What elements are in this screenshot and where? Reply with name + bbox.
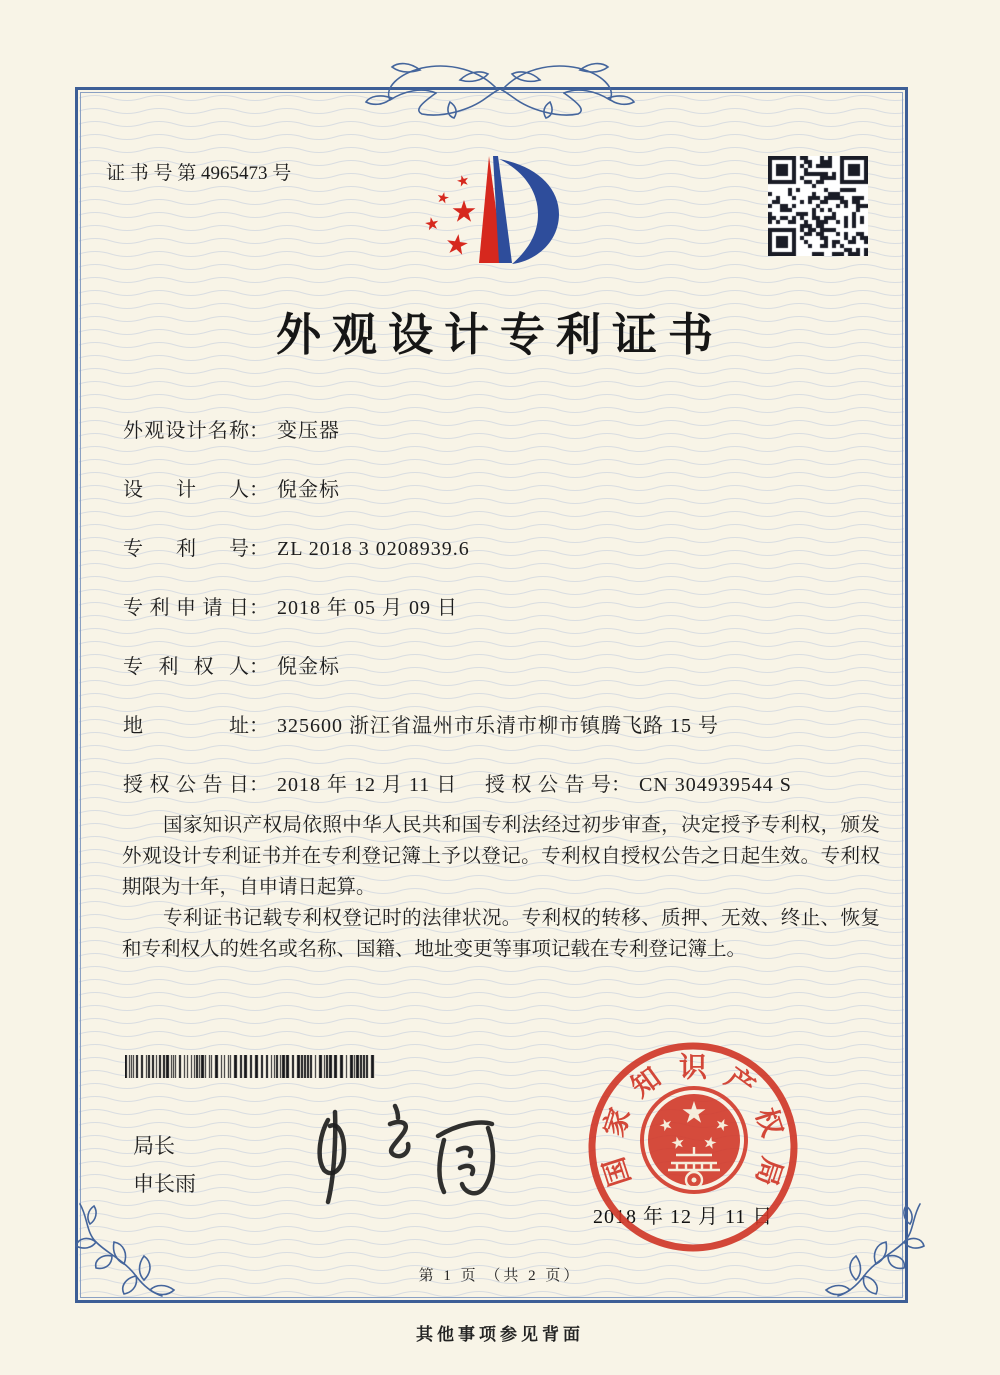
field-row-filing-date: 专利申请日 ： 2018 年 05 月 09 日 (123, 593, 880, 623)
field-value: 325600 浙江省温州市乐清市柳市镇腾飞路 15 号 (277, 715, 719, 737)
svg-text:权: 权 (749, 1104, 788, 1141)
field-value: 变压器 (277, 420, 340, 442)
field-label: 设计人 (123, 479, 249, 501)
legal-text (122, 810, 880, 965)
barcode (125, 1055, 375, 1078)
field-grant-number: 授权公告号 ： CN 304939544 S (485, 770, 792, 800)
official-seal-icon (583, 1037, 803, 1257)
field-value: ZL 2018 3 0208939.6 (277, 538, 470, 560)
field-label: 专利申请日 (123, 597, 249, 619)
signature-autograph-icon (262, 1092, 512, 1217)
page-number: 第 1 页 （共 2 页） (418, 1268, 582, 1284)
svg-text:识: 识 (678, 1052, 708, 1084)
field-label: 专利权人 (123, 656, 249, 678)
svg-text:家: 家 (598, 1104, 637, 1141)
field-label: 专利号 (123, 538, 249, 560)
corner-floral-ornament-right-icon (802, 1198, 934, 1306)
certificate-number: 证 书 号 第 4965473 号 (106, 163, 292, 184)
cnipa-logo-icon (415, 146, 585, 286)
field-row-address: 地址 ： 325600 浙江省温州市乐清市柳市镇腾飞路 15 号 (123, 711, 880, 741)
field-row-patent-number: 专利号 ： ZL 2018 3 0208939.6 (123, 534, 880, 564)
signer-title: 局长 (133, 1135, 175, 1158)
svg-text:知: 知 (626, 1062, 667, 1104)
field-value: CN 304939544 S (639, 774, 792, 796)
corner-floral-ornament-left-icon (66, 1198, 198, 1306)
field-row-designer: 设计人 ： 倪金标 (123, 475, 880, 505)
field-value: 倪金标 (277, 656, 340, 678)
field-row-patentee: 专利权人 ： 倪金标 (123, 652, 880, 682)
field-value: 倪金标 (277, 479, 340, 501)
national-emblem-icon (642, 1088, 746, 1192)
field-row-design-name: 外观设计名称 ： 变压器 (123, 416, 880, 446)
top-scroll-ornament-icon (300, 50, 700, 122)
field-label: 授权公告日 (123, 774, 249, 796)
certificate-title: 外观设计专利证书 (275, 310, 724, 360)
field-list (123, 416, 880, 800)
back-note: 其他事项参见背面 (416, 1325, 584, 1344)
svg-text:局: 局 (749, 1153, 788, 1190)
qr-code (768, 156, 868, 256)
field-row-grant: 授权公告日 ： 2018 年 12 月 11 日 授权公告号 ： CN 304939544 S (123, 770, 880, 800)
field-value: 2018 年 12 月 11 日 (277, 774, 458, 796)
paragraph-grant-statement: 国家知识产权局依照中华人民共和国专利法经过初步审查，决定授予专利权，颁发外观设计专利证书并在专利登记簿上予以登记。专利权自授权公告之日起生效。专利权期限为十年，自申请日起算。 (122, 815, 880, 898)
field-value: 2018 年 05 月 09 日 (277, 597, 458, 619)
field-label: 授权公告号 (485, 774, 611, 796)
field-label: 地址 (123, 715, 249, 737)
signer-name: 申长雨 (133, 1173, 196, 1196)
field-label: 外观设计名称 (123, 420, 249, 442)
seal-date: 2018 年 12 月 11 日 (593, 1206, 774, 1228)
svg-text:产: 产 (719, 1062, 760, 1104)
paragraph-register-statement: 专利证书记载专利权登记时的法律状况。专利权的转移、质押、无效、终止、恢复和专利权人的姓名或名称、国籍、地址变更等事项记载在专利登记簿上。 (122, 908, 880, 960)
svg-text:国: 国 (598, 1153, 637, 1190)
